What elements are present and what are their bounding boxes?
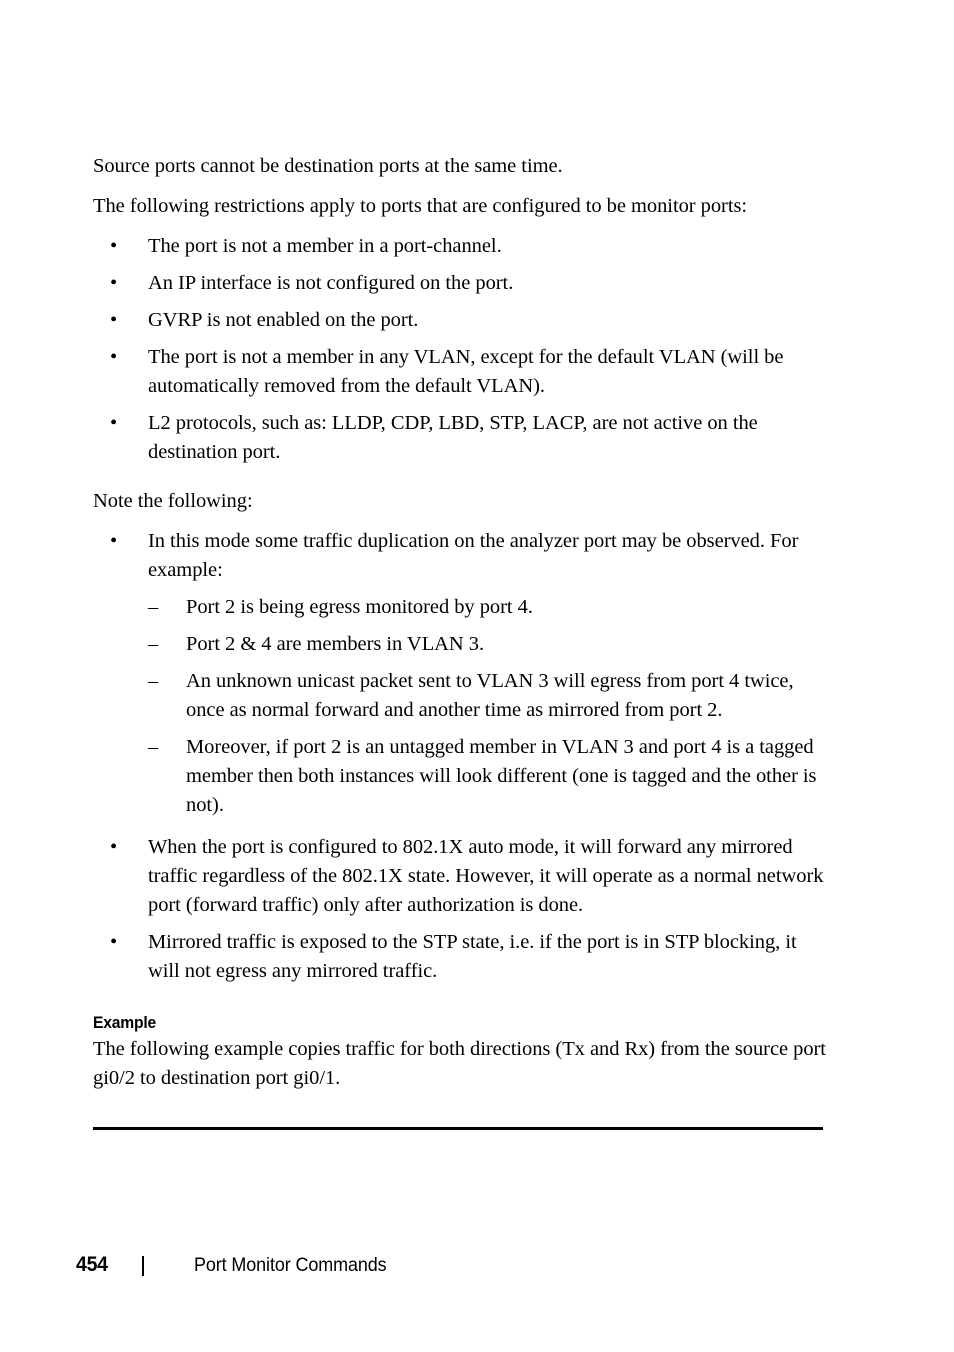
bullet-icon: • [110,931,118,953]
intro-paragraph: Source ports cannot be destination ports at the same time. [93,155,563,177]
sub-list-item-text: An unknown unicast packet sent to VLAN 3 will egress from port 4 twice, once as normal forward and another time as mirrored from port 2. [186,670,794,721]
list-item [93,928,827,986]
sub-list-item [148,733,827,820]
bullet-icon: • [110,836,118,858]
list-item-text: An IP interface is not configured on the port. [148,272,514,294]
list-item-text: In this mode some traffic duplication on the analyzer port may be observed. For example: [148,530,799,581]
footer-divider-bar [142,1256,144,1276]
list-item [93,343,827,401]
restrictions-list [93,232,827,467]
list-item [93,306,827,335]
spacer [93,997,827,1012]
dash-icon: – [148,633,159,655]
notes-lead-paragraph: Note the following: [93,490,253,512]
section-divider-rule [93,1127,823,1130]
restrictions-lead-paragraph: The following restrictions apply to ports that are configured to be monitor ports: [93,195,748,217]
page-footer [0,1252,954,1286]
bullet-icon: • [110,309,118,331]
list-item-text: The port is not a member in any VLAN, except for the default VLAN (will be automatically removed from the default VLAN). [148,346,784,397]
page-content [93,152,827,1104]
footer-section-title: Port Monitor Commands [194,1254,387,1276]
sub-list-item-text: Port 2 is being egress monitored by port 4. [186,596,533,618]
list-item [93,409,827,467]
list-item-text: The port is not a member in a port-channel. [148,235,502,257]
spacer [93,478,827,487]
notes-list [93,527,827,986]
list-item [93,527,827,820]
dash-icon: – [148,670,159,692]
dash-icon: – [148,736,159,758]
sub-list-item-text: Moreover, if port 2 is an untagged member in VLAN 3 and port 4 is a tagged member then both instances will look different (one is tagged and the other is not). [186,736,817,816]
list-item [93,269,827,298]
list-item-text: When the port is configured to 802.1X auto mode, it will forward any mirrored traffic regardless of the 802.1X state. However, it will operate as a normal network port (forward traffic) only after authorization is done. [148,836,824,916]
bullet-icon: • [110,346,118,368]
sub-list-item [148,630,827,659]
list-item [93,833,827,920]
example-paragraph: The following example copies traffic for both directions (Tx and Rx) from the source port gi0/2 to destination port gi0/1. [93,1038,826,1089]
dash-icon: – [148,596,159,618]
bullet-icon: • [110,412,118,434]
sub-list-item-text: Port 2 & 4 are members in VLAN 3. [186,633,485,655]
sub-list-item [148,593,827,622]
footer-page-number: 454 [76,1253,108,1276]
bullet-icon: • [110,272,118,294]
list-item-text: Mirrored traffic is exposed to the STP state, i.e. if the port is in STP blocking, it will not egress any mirrored traffic. [148,931,797,982]
list-item-text: GVRP is not enabled on the port. [148,309,419,331]
list-item [93,232,827,261]
list-item-text: L2 protocols, such as: LLDP, CDP, LBD, STP, LACP, are not active on the destination port. [148,412,758,463]
bullet-icon: • [110,530,118,552]
sub-list-item [148,667,827,725]
bullet-icon: • [110,235,118,257]
example-sub-list [148,593,827,820]
example-heading: Example [93,1013,157,1032]
